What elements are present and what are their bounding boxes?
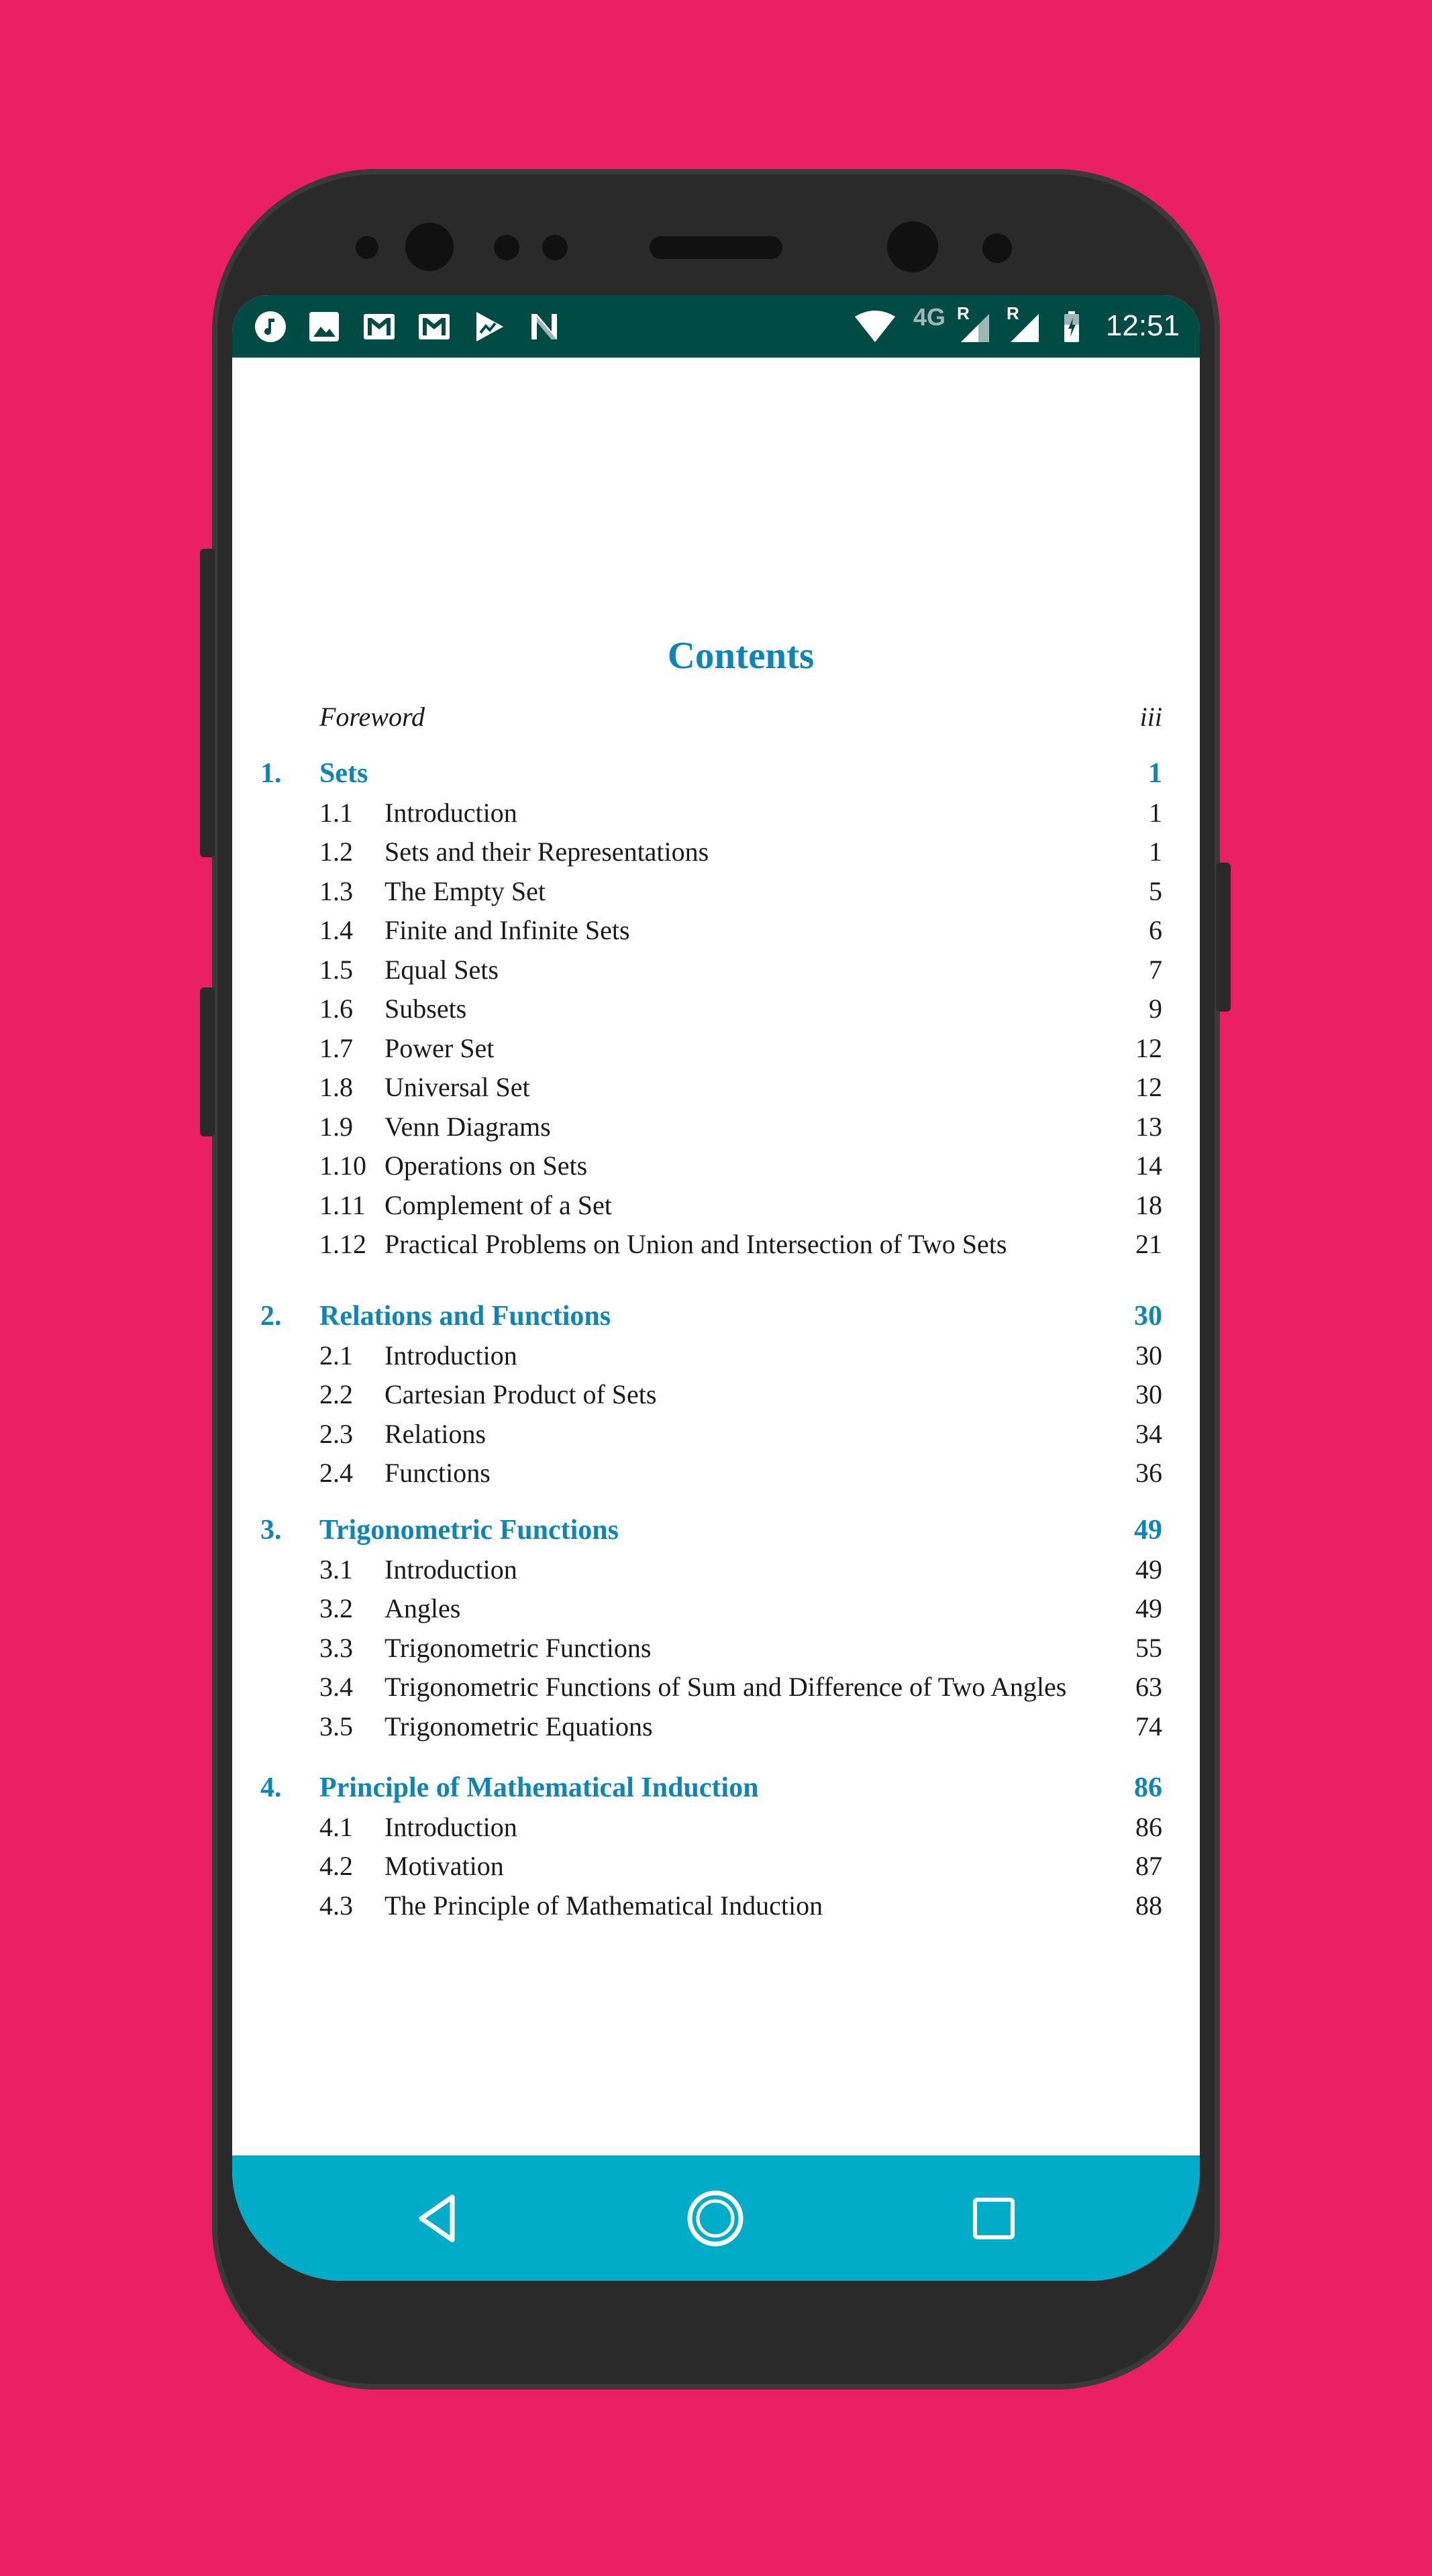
toc-section[interactable] — [232, 794, 1200, 833]
phone-screen — [232, 295, 1200, 2281]
roaming-indicator: R — [957, 303, 970, 323]
toc-label: Subsets — [385, 994, 467, 1024]
phone-side-button-volume-up — [200, 549, 215, 857]
toc-section[interactable] — [232, 1108, 1200, 1146]
toc-label: Angles — [385, 1593, 461, 1623]
toc-number: 3.1 — [319, 1554, 353, 1585]
toc-page-number: 7 — [1149, 955, 1162, 985]
toc-label: The Principle of Mathematical Induction — [385, 1890, 823, 1921]
front-camera — [405, 223, 454, 271]
toc-section[interactable] — [232, 1336, 1200, 1375]
home-circle-icon — [685, 2188, 746, 2249]
toc-page-number: 55 — [1135, 1633, 1162, 1663]
toc-number: 1.3 — [319, 876, 353, 906]
toc-chapter-4[interactable] — [232, 1768, 1200, 1807]
toc-page-number: 34 — [1135, 1419, 1162, 1449]
toc-number: 3.4 — [319, 1672, 353, 1702]
toc-page-number: 88 — [1135, 1890, 1162, 1921]
recents-button[interactable] — [960, 2185, 1027, 2252]
toc-section[interactable] — [232, 911, 1200, 950]
toc-label: Relations — [385, 1419, 487, 1449]
toc-number: 3. — [260, 1515, 282, 1546]
toc-section[interactable] — [232, 1225, 1200, 1264]
toc-section[interactable] — [232, 1029, 1200, 1068]
toc-label: Introduction — [385, 1812, 517, 1842]
toc-label: Practical Problems on Union and Intersection of Two Sets — [385, 1229, 1007, 1259]
front-camera — [887, 221, 938, 272]
toc-number: 4. — [260, 1772, 282, 1803]
toc-section[interactable] — [232, 1068, 1200, 1107]
toc-page-number: 12 — [1135, 1072, 1162, 1102]
toc-number: 1.6 — [319, 994, 353, 1024]
toc-page-number: 49 — [1135, 1593, 1162, 1623]
toc-page-number: 5 — [1149, 876, 1162, 906]
toc-number: 1.10 — [319, 1150, 366, 1181]
toc-number: 1.7 — [319, 1033, 353, 1063]
toc-section[interactable] — [232, 989, 1200, 1028]
back-button[interactable] — [405, 2185, 472, 2252]
gmail-icon — [417, 310, 451, 343]
status-bar — [232, 295, 1200, 358]
toc-section[interactable] — [232, 1847, 1200, 1886]
toc-section[interactable] — [232, 951, 1200, 989]
toc-section[interactable] — [232, 872, 1200, 911]
navigation-bar — [232, 2155, 1200, 2281]
toc-section[interactable] — [232, 1375, 1200, 1414]
toc-page-number: 63 — [1135, 1672, 1162, 1702]
toc-label: Cartesian Product of Sets — [385, 1379, 657, 1409]
toc-chapter-2[interactable] — [232, 1297, 1200, 1336]
sensor-dot — [542, 235, 568, 260]
toc-number: 1.8 — [319, 1072, 353, 1102]
toc-number: 1.11 — [319, 1190, 366, 1220]
toc-number: 3.2 — [319, 1593, 353, 1623]
toc-page-number: 13 — [1135, 1112, 1162, 1142]
toc-number: 4.3 — [319, 1890, 353, 1921]
gmail-icon — [362, 310, 396, 343]
toc-page-number: 86 — [1135, 1812, 1162, 1842]
toc-label: Finite and Infinite Sets — [385, 915, 630, 945]
toc-page-number: 36 — [1135, 1458, 1162, 1488]
toc-number: 1.9 — [319, 1112, 353, 1142]
toc-page-number: 6 — [1149, 915, 1162, 945]
battery-icon — [1059, 310, 1092, 343]
phone-side-button-power — [1216, 863, 1231, 1012]
toc-page-number: 14 — [1135, 1150, 1162, 1181]
network-type-label: 4G — [913, 303, 946, 331]
recents-square-icon — [970, 2195, 1017, 2242]
toc-page-number: 12 — [1135, 1033, 1162, 1063]
toc-section[interactable] — [232, 1629, 1200, 1668]
back-triangle-icon — [412, 2192, 466, 2245]
toc-number: 3.3 — [319, 1633, 353, 1663]
music-icon — [254, 310, 287, 343]
toc-page-number: 87 — [1135, 1851, 1162, 1881]
toc-page-number: 49 — [1134, 1515, 1162, 1546]
toc-label: Trigonometric Functions of Sum and Difference of Two Angles — [385, 1672, 1067, 1702]
toc-page-number: 21 — [1135, 1229, 1162, 1259]
toc-label: Sets and their Representations — [385, 837, 709, 867]
toc-label: Trigonometric Functions — [319, 1515, 619, 1546]
toc-section[interactable] — [232, 1415, 1200, 1454]
toc-page-number: 1 — [1149, 798, 1162, 828]
toc-label: Trigonometric Functions — [385, 1633, 652, 1663]
signal-icon — [958, 310, 992, 343]
toc-section[interactable] — [232, 1668, 1200, 1707]
toc-page-number: iii — [1139, 702, 1162, 732]
toc-number: 1.4 — [319, 915, 353, 945]
toc-page-number: 30 — [1134, 1301, 1162, 1332]
toc-page-number: 74 — [1135, 1711, 1162, 1741]
toc-foreword[interactable] — [232, 698, 1200, 737]
toc-chapter-3[interactable] — [232, 1511, 1200, 1550]
toc-label: Introduction — [385, 1340, 517, 1371]
toc-label: The Empty Set — [385, 876, 546, 906]
roaming-indicator: R — [1007, 303, 1019, 323]
toc-section[interactable] — [232, 1707, 1200, 1746]
toc-number: 2.4 — [319, 1458, 353, 1488]
toc-label: Functions — [385, 1458, 491, 1488]
toc-label: Universal Set — [385, 1072, 530, 1102]
toc-label: Venn Diagrams — [385, 1112, 551, 1142]
toc-page-number: 86 — [1134, 1772, 1162, 1803]
toc-number: 1.12 — [319, 1229, 366, 1259]
clock: 12:51 — [1105, 309, 1180, 342]
toc-section[interactable] — [232, 1186, 1200, 1225]
home-button[interactable] — [682, 2185, 749, 2252]
toc-number: 1.1 — [319, 798, 353, 828]
sensor-dot — [494, 235, 519, 260]
signal-icon — [1008, 310, 1041, 343]
toc-page-number: 30 — [1135, 1340, 1162, 1371]
toc-section[interactable] — [232, 1454, 1200, 1493]
toc-page-number: 30 — [1135, 1379, 1162, 1409]
toc-label: Introduction — [385, 798, 517, 828]
toc-page-number: 49 — [1135, 1554, 1162, 1585]
toc-label: Principle of Mathematical Induction — [319, 1772, 759, 1803]
toc-section[interactable] — [232, 1808, 1200, 1847]
wifi-icon — [854, 310, 897, 343]
toc-section[interactable] — [232, 1589, 1200, 1628]
toc-chapter-1[interactable] — [232, 754, 1200, 793]
toc-section[interactable] — [232, 1886, 1200, 1925]
toc-label: Sets — [319, 758, 368, 789]
toc-number: 1. — [260, 758, 282, 789]
toc-page-number: 9 — [1149, 994, 1162, 1024]
n-icon — [527, 310, 561, 343]
toc-page-number: 1 — [1148, 758, 1162, 789]
image-icon — [307, 310, 341, 343]
phone-side-button-volume-down — [200, 987, 215, 1136]
toc-number: 4.1 — [319, 1812, 353, 1842]
toc-page-number: 18 — [1135, 1190, 1162, 1220]
toc-section[interactable] — [232, 1146, 1200, 1185]
toc-label: Trigonometric Equations — [385, 1711, 653, 1741]
toc-number: 2.1 — [319, 1340, 353, 1371]
toc-page-number: 1 — [1149, 837, 1162, 867]
toc-number: 1.5 — [319, 955, 353, 985]
toc-number: 4.2 — [319, 1851, 353, 1881]
toc-number: 1.2 — [319, 837, 353, 867]
toc-label: Equal Sets — [385, 955, 499, 985]
toc-label: Complement of a Set — [385, 1190, 612, 1220]
play-store-icon — [472, 310, 506, 343]
toc-section[interactable] — [232, 833, 1200, 871]
toc-label: Introduction — [385, 1554, 517, 1585]
page-title: Contents — [667, 635, 815, 677]
toc-label: Motivation — [385, 1851, 504, 1881]
toc-section[interactable] — [232, 1550, 1200, 1589]
toc-label: Foreword — [319, 702, 425, 732]
earpiece-speaker — [650, 236, 782, 259]
toc-number: 3.5 — [319, 1711, 353, 1741]
toc-number: 2.3 — [319, 1419, 353, 1449]
toc-label: Power Set — [385, 1033, 495, 1063]
toc-label: Relations and Functions — [319, 1301, 611, 1332]
toc-number: 2. — [260, 1301, 282, 1332]
toc-number: 2.2 — [319, 1379, 353, 1409]
sensor-dot — [356, 236, 378, 259]
toc-label: Operations on Sets — [385, 1150, 588, 1181]
sensor-dot — [982, 233, 1012, 263]
